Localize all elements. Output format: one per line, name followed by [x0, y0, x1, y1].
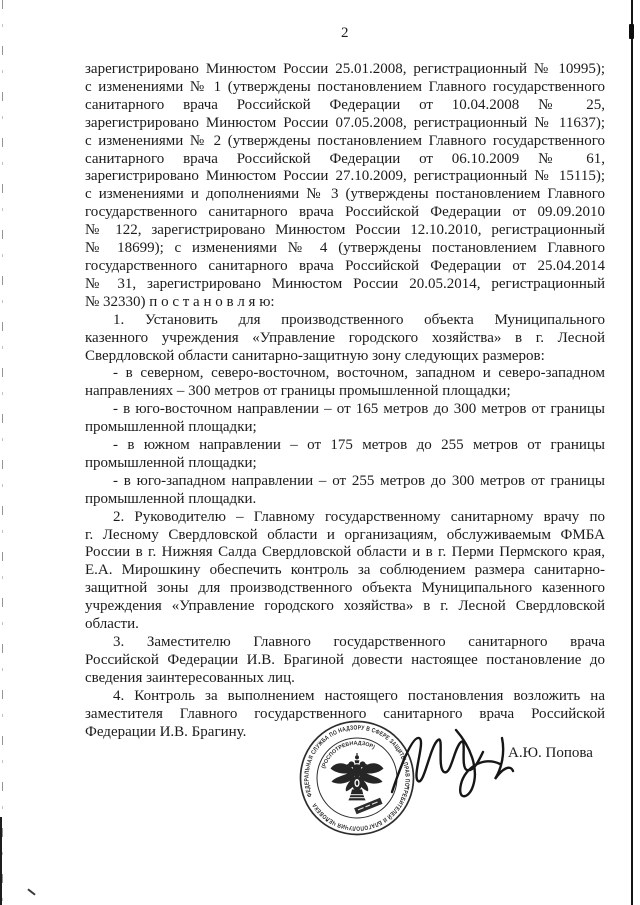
text-line: направлениях – 300 метров от границы промышленной площадки; [85, 383, 511, 400]
text-line: казенного учреждения «Управление городского хозяйства» в г. Лесной [85, 329, 605, 346]
scan-right-edge-blob [629, 24, 634, 39]
text-line: учреждения «Управление городского хозяйства» в г. Лесной Свердловской [85, 598, 605, 615]
double-headed-eagle-icon [331, 753, 384, 800]
text-line: г. Лесному Свердловской области и организациям, обслуживаемым ФМБА [85, 526, 605, 543]
text-line: Е.А. Мирошкину обеспечить контроль за соблюдением размера санитарно- [85, 562, 605, 579]
text-line: № 122, зарегистрировано Минюстом России 12.10.2010, регистрационный [85, 222, 605, 239]
text-line: зарегистрировано Минюстом России 07.05.2008, регистрационный № 11637); [85, 114, 605, 131]
text-line: с изменениями № 1 (утверждены постановлением Главного государственного [85, 78, 605, 95]
document-text [85, 61, 605, 741]
text-line: Российской Федерации И.В. Брагиной довести настоящее постановление до [85, 651, 605, 668]
signature-stroke [386, 724, 522, 812]
text-line: промышленной площадки; [85, 454, 257, 471]
text-line: - в юго-западном направлении – от 255 метров до 300 метров от границы [113, 472, 605, 489]
scan-right-edge-line [631, 0, 633, 905]
text-line: защитной зоны для производственного объекта Муниципального казенного [85, 580, 605, 597]
signer-name: А.Ю. Попова [508, 745, 593, 761]
scan-left-edge-line [2, 0, 3, 905]
text-line: № 18699); с изменениями № 4 (утверждены постановлением Главного [85, 240, 605, 257]
text-line: зарегистрировано Минюстом России 27.10.2009, регистрационный № 15115); [85, 168, 605, 185]
text-line: России в г. Нижняя Салда Свердловской области и в г. Перми Пермского края, [85, 544, 605, 561]
text-line: зарегистрировано Минюстом России 25.01.2008, регистрационный № 10995); [85, 61, 605, 77]
text-line: санитарного врача Российской Федерации от 10.04.2008 № 25, [85, 96, 605, 113]
text-line: - в северном, северо-восточном, восточном, западном и северо-западном [113, 365, 605, 382]
text-line: № 32330) п о с т а н о в л я ю: [85, 293, 275, 310]
text-line: области. [85, 616, 139, 633]
text-line: государственного санитарного врача Российской Федерации от 25.04.2014 [85, 257, 605, 274]
scan-corner-mark [27, 888, 35, 895]
text-line: 4. Контроль за выполнением настоящего постановления возложить на [113, 687, 605, 704]
text-line: с изменениями и дополнениями № 3 (утверждены постановлением Главного [85, 186, 605, 203]
scan-left-edge-solid [0, 817, 2, 905]
seal-outer-text: ФЕДЕРАЛЬНАЯ СЛУЖБА ПО НАДЗОРУ В СФЕРЕ ЗАЩИТЫ ПРАВ ПОТРЕБИТЕЛЕЙ И БЛАГОПОЛУЧИЯ ЧЕЛОВЕКА [303, 724, 411, 832]
text-line: заместителя Главного государственного санитарного врача Российской [85, 705, 605, 722]
text-line: промышленной площадки. [85, 490, 257, 507]
text-line: сведения заинтересованных лиц. [85, 669, 295, 686]
text-line: № 31, зарегистрировано Минюстом России 20.05.2014, регистрационный [85, 275, 605, 292]
text-line: 1. Установить для производственного объекта Муниципального [113, 311, 605, 328]
text-line: промышленной площадки; [85, 419, 257, 436]
text-line: - в юго-восточном направлении – от 165 метров до 300 метров от границы [113, 401, 605, 418]
text-line: 2. Руководителю – Главному государственному санитарному врачу по [113, 508, 605, 525]
text-line: с изменениями № 2 (утверждены постановлением Главного государственного [85, 132, 605, 149]
page-number: 2 [341, 25, 349, 41]
text-line: Федерации И.В. Брагину. [85, 723, 247, 740]
text-line: государственного санитарного врача Российской Федерации от 09.09.2010 [85, 204, 605, 221]
text-line: 3. Заместителю Главного государственного санитарного врача [113, 634, 605, 650]
text-line: санитарного врача Российской Федерации от 06.10.2009 № 61, [85, 150, 605, 167]
seal-inner-text: (РОСПОТРЕБНАДЗОР) [320, 740, 376, 770]
text-line: - в южном направлении – от 175 метров до 255 метров от границы [113, 437, 605, 454]
text-line: Свердловской области санитарно-защитную зону следующих размеров: [85, 347, 545, 364]
